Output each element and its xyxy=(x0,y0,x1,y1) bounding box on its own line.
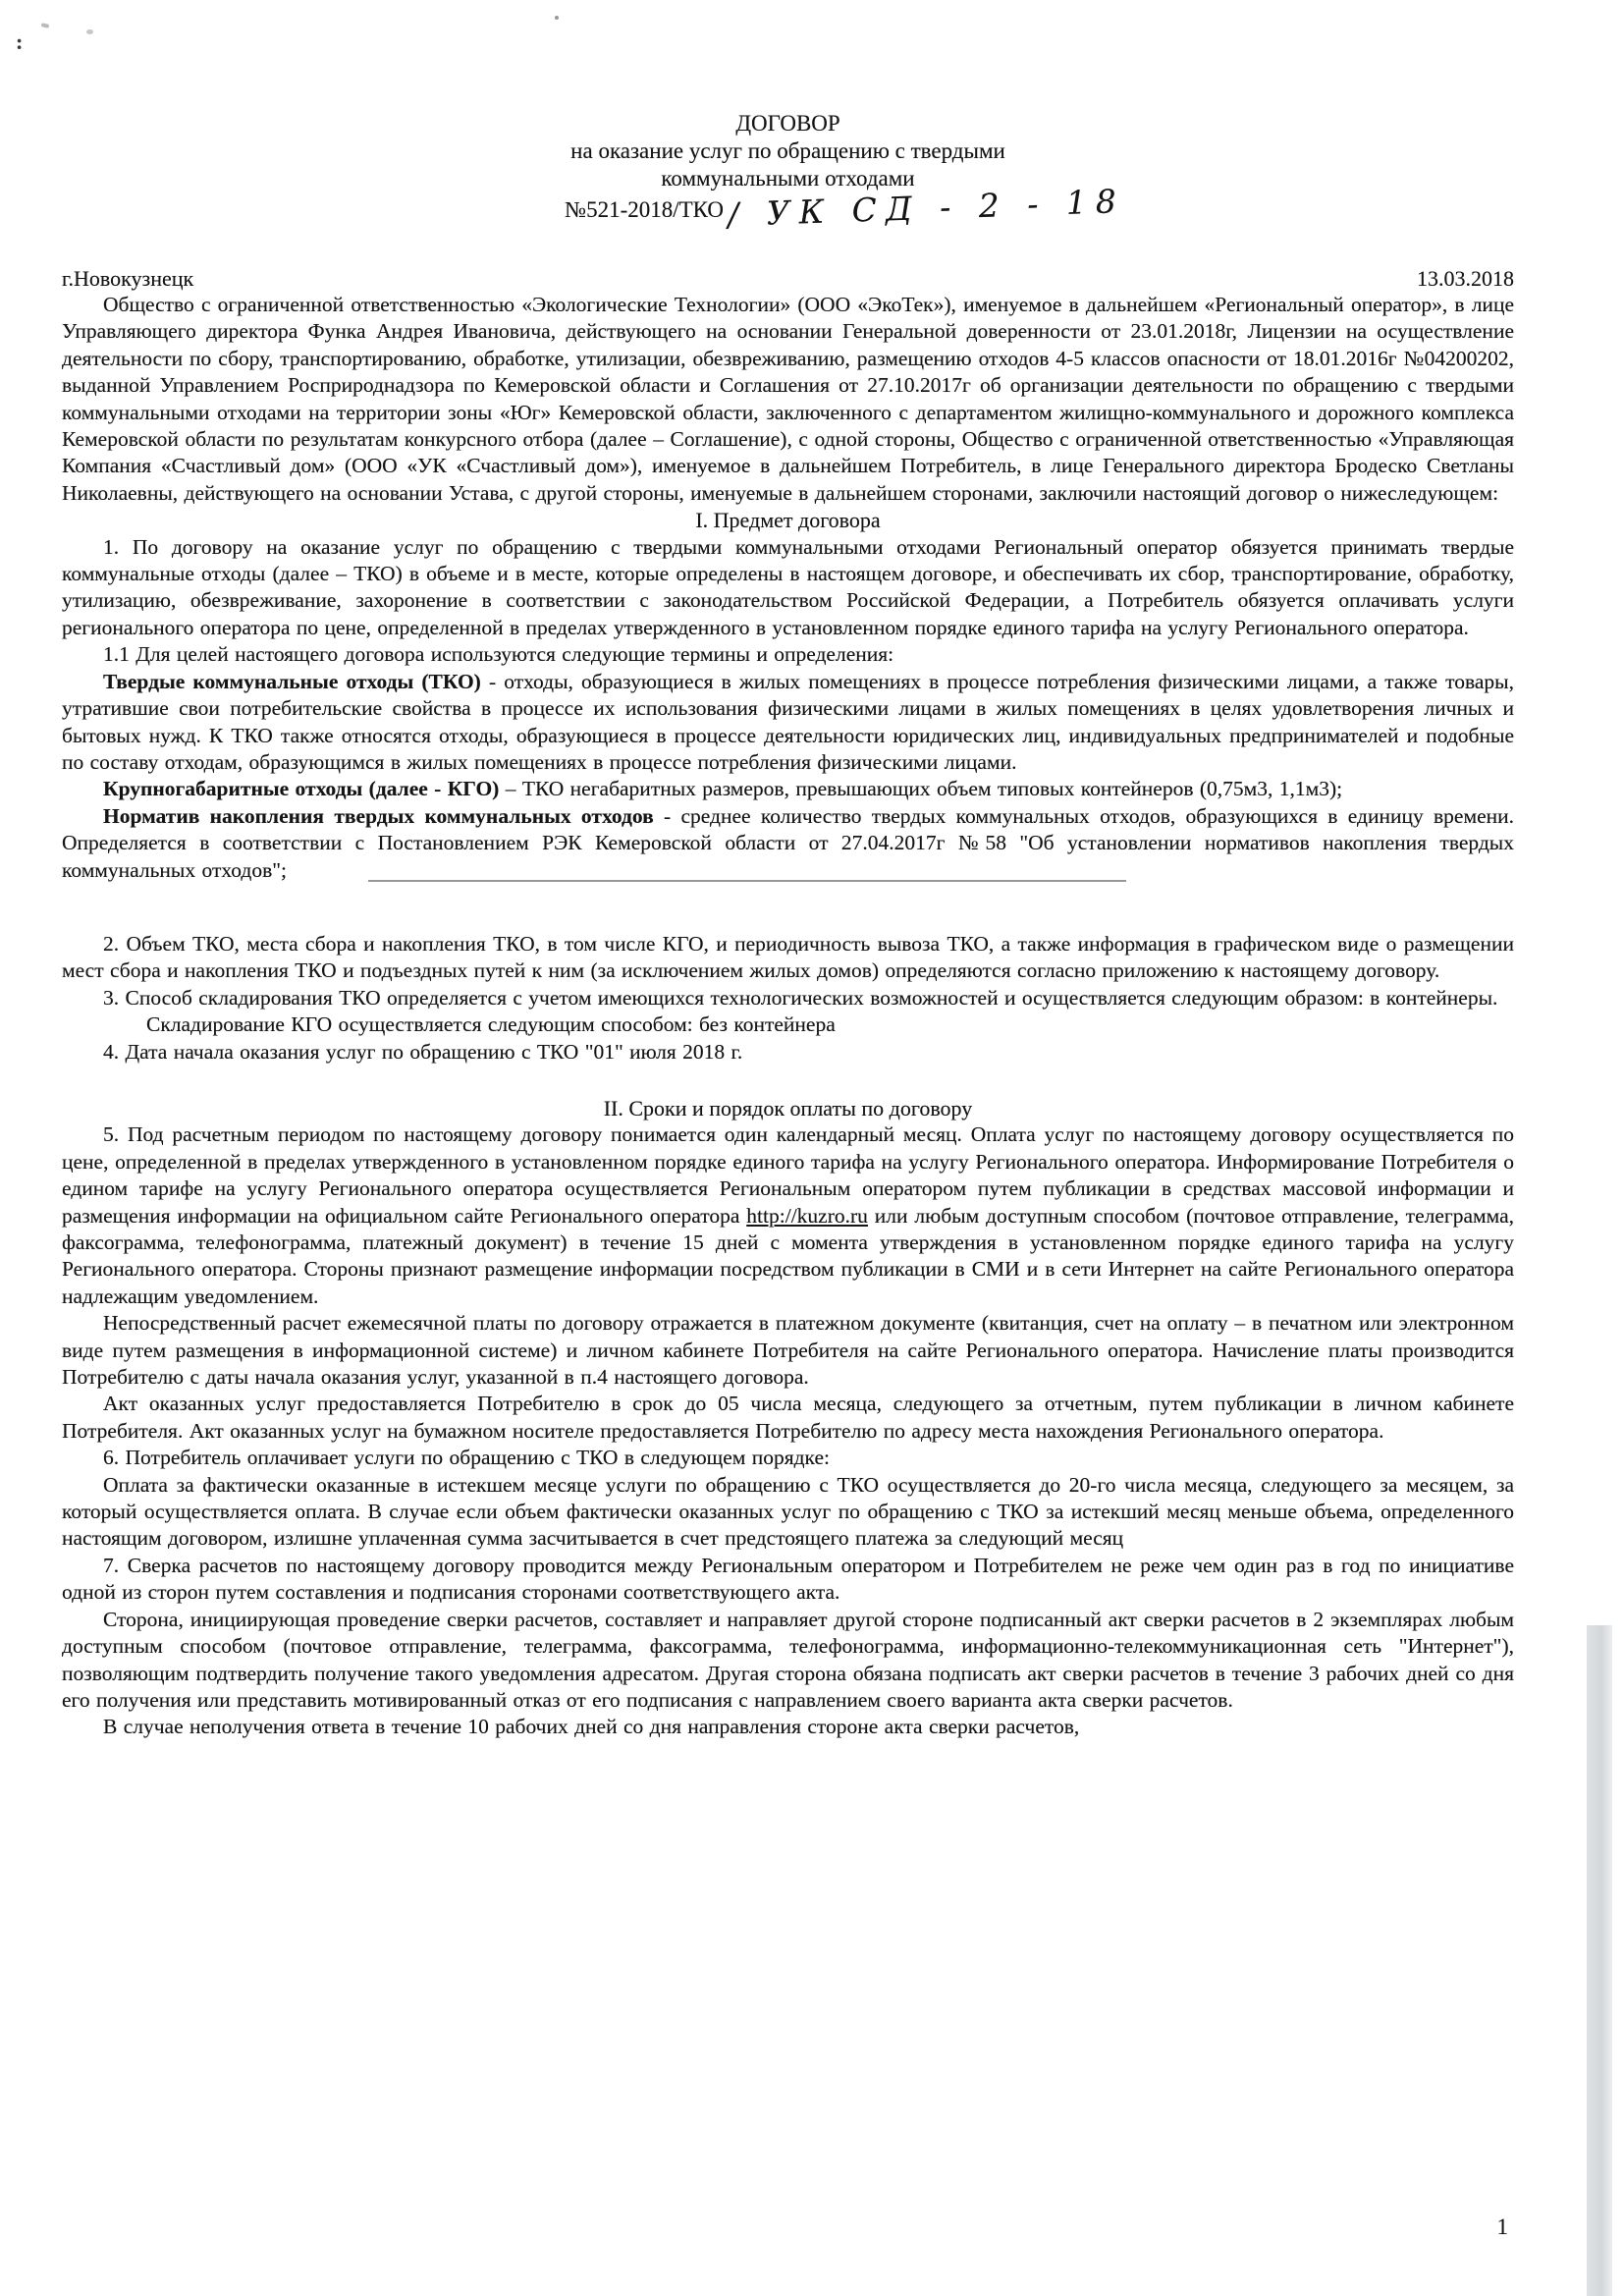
clause-6: 6. Потребитель оплачивает услуги по обращению с ТКО в следующем порядке: xyxy=(103,1446,830,1470)
definition-norm xyxy=(62,803,1514,884)
clause-5-payment-doc: Непосредственный расчет ежемесячной платы по договору отражается в платежном документе (квитанция, счет на оплату – в печатном или электронном виде путем размещения в информационной системе) и личном кабинете Потребителя на сайте Регионального оператора. Начисление платы производится Потребителю с даты начала оказания услуг, указанной в п.4 настоящего договора. xyxy=(62,1311,1514,1390)
clause-7-no-response: В случае неполучения ответа в течение 10 рабочих дней со дня направления стороне акта сверки расчетов, xyxy=(103,1715,1080,1739)
section-1-heading: I. Предмет договора xyxy=(695,508,881,533)
clause-6-payment-order: Оплата за фактически оказанные в истекшем месяце услуги по обращению с ТКО осуществляется до 20-го числа месяца, следующего за месяцем, за который осуществляется оплата. В случае если объем фактически оказанных услуг по обращению с ТКО за истекший месяц меньше объема, определенного настоящим договором, излишне уплаченная сумма засчитывается в счет предстоящего платежа за следующий месяц xyxy=(62,1472,1514,1551)
scan-artifact-colon: : xyxy=(16,29,24,54)
document-title-block xyxy=(62,110,1514,235)
definition-kgo-text: – ТКО негабаритных размеров, превышающих объем типовых контейнеров (0,75м3, 1,1м3); xyxy=(499,777,1343,801)
clause-1: 1. По договору на оказание услуг по обращению с твердыми коммунальными отходами Региональный оператор обязуется принимать твердые коммунальные отходы (далее – ТКО) в объеме и в месте, которые определены в настоящем договоре, и обеспечивать их сбор, транспортирование, обработку, утилизацию, обезвреживание, захоронение в соответствии с законодательством Российской Федерации, а Потребитель обязуется оплачивать услуги регионального оператора по цене, определенной в пределах утвержденного в установленном порядке единого тарифа на услугу Регионального оператора. xyxy=(62,534,1514,639)
clause-3: 3. Способ складирования ТКО определяется с учетом имеющихся технологических возможностей и осуществляется следующим образом: в контейнеры. xyxy=(103,985,1498,1010)
scan-edge-shadow xyxy=(1587,1625,1612,2296)
page-number: 1 xyxy=(1496,2214,1508,2239)
clause-4: 4. Дата начала оказания услуг по обращению с ТКО "01" июля 2018 г. xyxy=(103,1039,743,1064)
operator-site-url: http://kuzro.ru xyxy=(746,1203,868,1228)
definition-norm-text: - среднее количество твердых коммунальных отходов, образующихся в единицу времени. Определяется в соответствии с Постановлением РЭК Кемеровской области от 27.04.2017г №58 "Об установлении нормативов накопления твердых коммунальных отходов"; xyxy=(62,803,1514,882)
definition-tko-term: Твердые коммунальные отходы (ТКО) xyxy=(103,669,481,693)
clause-5-text-after: или любым доступным способом (почтовое отправление, телеграмма, факсограмма, телефонограмма, платежный документ) в течение 15 дней с момента утверждения в установленном порядке единого тарифа на услугу Регионального оператора. Стороны признают размещение информации посредством публикации в СМИ и в сети Интернет на сайте Регионального оператора надлежащим уведомлением. xyxy=(62,1203,1514,1308)
definition-tko xyxy=(62,669,1514,777)
clause-5-act: Акт оказанных услуг предоставляется Потребителю в срок до 05 числа месяца, следующего за отчетным, путем публикации в личном кабинете Потребителя. Акт оказанных услуг на бумажном носителе предоставляется Потребителю по адресу места нахождения Регионального оператора. xyxy=(62,1392,1514,1443)
document-subtitle-line2: коммунальными отходами xyxy=(661,166,915,191)
definition-kgo xyxy=(62,776,1514,802)
city-date-row xyxy=(62,265,1514,292)
clause-1-1: 1.1 Для целей настоящего договора используются следующие термины и определения: xyxy=(103,642,894,667)
clause-5-text-before: 5. Под расчетным периодом по настоящему договору понимается один календарный месяц. Оплата услуг по настоящему договору осуществляется по цене, определенной в пределах утвержденного в установленном порядке единого тарифа на услугу Регионального оператора. Информирование Потребителя о едином тарифе на услугу Регионального оператора осуществляется Региональным оператором путем публикации в средствах массовой информации и размещения информации на официальном сайте Регионального оператора xyxy=(62,1122,1514,1228)
document-subtitle-line1: на оказание услуг по обращению с твердыми xyxy=(570,138,1005,163)
clause-7-reconciliation: Сторона, инициирующая проведение сверки расчетов, составляет и направляет другой стороне подписанный акт сверки расчетов в 2 экземплярах любым доступным способом (почтовое отправление, телеграмма, факсограмма, телефонограмма, информационно-телекоммуникационная сеть "Интернет"), позволяющим подтвердить получение такого уведомления адресатом. Другая сторона обязана подписать акт сверки расчетов в течение 3 рабочих дней со дня его получения или представить мотивированный отказ от его подписания с направлением своего варианта акта сверки расчетов. xyxy=(62,1607,1514,1712)
scan-artifact-dot xyxy=(555,16,559,20)
definition-norm-term: Норматив накопления твердых коммунальных отходов xyxy=(103,803,654,828)
scan-artifact-speck xyxy=(41,23,50,28)
section-2-heading: II. Сроки и порядок оплаты по договору xyxy=(603,1095,973,1121)
contract-number-line xyxy=(119,181,1571,235)
clause-7: 7. Сверка расчетов по настоящему договору проводится между Региональным оператором и Потребителем не реже чем один раз в год по инициативе одной из сторон путем составления и подписания сторонами соответствующего акта. xyxy=(62,1553,1514,1605)
city-label: г.Новокузнецк xyxy=(62,266,194,291)
scan-artifact-speck xyxy=(86,29,93,34)
definition-tko-text: - отходы, образующиеся в жилых помещениях в процессе потребления физическими лицами, а также товары, утратившие свои потребительские свойства в процессе их использования физическими лицами в жилых помещениях в целях удовлетворения личных и бытовых нужд. К ТКО также относятся отходы, образующиеся в процессе деятельности юридических лиц, индивидуальных предпринимателей и подобные по составу отходам, образующимся в жилых помещениях в процессе потребления физическими лицами. xyxy=(62,669,1514,774)
definition-kgo-term: Крупногабаритные отходы (далее - КГО) xyxy=(103,777,500,801)
date-label: 13.03.2018 xyxy=(1417,266,1514,291)
document-title: ДОГОВОР xyxy=(735,111,840,136)
intro-paragraph: Общество с ограниченной ответственностью «Экологические Технологии» (ООО «ЭкоТек»), именуемое в дальнейшем «Региональный оператор», в лице Управляющего директора Функа Андрея Ивановича, действующего на основании Генеральной доверенности от 23.01.2018г, Лицензии на осуществление деятельности по сбору, транспортированию, обработке, утилизации, обезвреживанию, размещению отходов 4-5 классов опасности от 18.01.2016г №04200202, выданной Управлением Росприроднадзора по Кемеровской области и Соглашения от 27.10.2017г об организации деятельности по обращению с твердыми коммунальными отходами на территории зоны «Юг» Кемеровской области, заключенного с департаментом жилищно-коммунального и дорожного комплекса Кемеровской области по результатам конкурсного отбора (далее – Соглашение), с одной стороны, Общество с ограниченной ответственностью «Управляющая Компания «Счастливый дом» (ООО «УК «Счастливый дом»), именуемое в дальнейшем Потребитель, в лице Генерального директора Бродеско Светланы Николаевны, действующего на основании Устава, с другой стороны, именуемые в дальнейшем сторонами, заключили настоящий договор о нижеследующем: xyxy=(62,293,1514,505)
clause-3-kgo-storage: Складирование КГО осуществляется следующим способом: без контейнера xyxy=(146,1012,836,1037)
handwritten-number: / УК СД - 2 - 18 xyxy=(727,181,1126,235)
clause-5 xyxy=(62,1121,1514,1310)
contract-number: №521-2018/ТКО xyxy=(565,197,725,222)
clause-2: 2. Объем ТКО, места сбора и накопления ТКО, в том числе КГО, и периодичность вывоза ТКО, а также информация в графическом виде о размещении мест сбора и накопления ТКО и подъездных путей к ним (за исключением жилых домов) определяются согласно приложению к настоящему договору. xyxy=(62,931,1514,983)
